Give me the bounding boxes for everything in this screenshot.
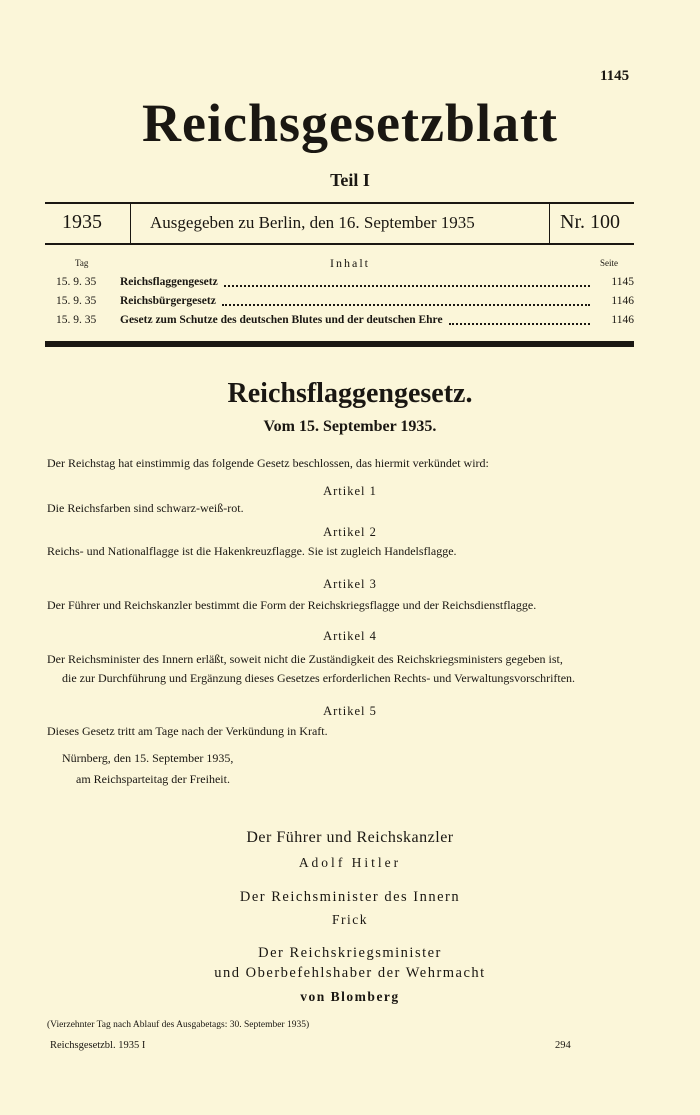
page-number: 1145 [600, 68, 630, 84]
masthead-title: Reichsgesetzblatt [142, 93, 558, 153]
law-date: Vom 15. September 1935. [263, 418, 437, 435]
issue-bar-top-rule [45, 202, 634, 204]
toc-header-title: Inhalt [330, 256, 370, 270]
article-text: Reichs- und Nationalflagge ist die Hakenkreuzflagge. Sie ist zugleich Handelsflagge. [47, 544, 457, 558]
place-date: Nürnberg, den 15. September 1935, [62, 751, 234, 765]
toc-page: 1145 [611, 276, 634, 288]
toc-title: Gesetz zum Schutze des deutschen Blutes und der deutschen Ehre [120, 314, 443, 326]
contents-rule [45, 341, 634, 347]
article-text: die zur Durchführung und Ergänzung dieses Gesetzes erforderlichen Rechts- und Verwaltungsvorschriften. [62, 671, 576, 685]
article-text: Der Reichsminister des Innern erläßt, soweit nicht die Zuständigkeit des Reichskriegsministers gegeben ist, [47, 652, 563, 666]
signature-office: Der Führer und Reichskanzler [246, 829, 454, 846]
toc-page: 1146 [611, 314, 634, 326]
toc-page: 1146 [611, 295, 634, 307]
toc-leader [222, 304, 590, 306]
law-title: Reichsflaggengesetz. [227, 378, 473, 409]
toc-day: 15. 9. 35 [56, 314, 97, 326]
masthead-part: Teil I [330, 170, 370, 190]
toc-day: 15. 9. 35 [56, 276, 97, 288]
signature-name: Frick [332, 912, 368, 927]
article-text: Die Reichsfarben sind schwarz-weiß-rot. [47, 501, 244, 515]
toc-leader [224, 285, 590, 287]
footer-sheet-number: 294 [555, 1040, 571, 1051]
toc-title: Reichsflaggengesetz [120, 276, 218, 288]
issue-date: Ausgegeben zu Berlin, den 16. September 1935 [150, 213, 475, 232]
signature-office: Der Reichsminister des Innern [239, 889, 461, 905]
article-heading: Artikel 5 [323, 704, 377, 718]
toc-row[interactable] [56, 294, 634, 309]
toc-title: Reichsbürgergesetz [120, 295, 216, 307]
toc-day: 15. 9. 35 [56, 295, 97, 307]
signature-name: Adolf Hitler [298, 855, 402, 870]
article-text: Der Führer und Reichskanzler bestimmt die Form der Reichskriegsflagge und der Reichsdienstflagge. [47, 598, 537, 612]
issue-bar-divider [549, 202, 550, 244]
issue-bar-divider [130, 202, 131, 244]
article-heading: Artikel 4 [323, 629, 377, 643]
toc-row[interactable] [56, 275, 634, 290]
article-heading: Artikel 1 [323, 484, 377, 498]
issue-number: Nr. 100 [560, 211, 620, 233]
signature-office: Der Reichskriegsminister [258, 945, 442, 961]
toc-header-day: Tag [75, 258, 89, 268]
article-text: Dieses Gesetz tritt am Tage nach der Verkündung in Kraft. [47, 724, 328, 738]
signature-name: von Blomberg [300, 989, 400, 1004]
footnote: (Vierzehnter Tag nach Ablauf des Ausgabetags: 30. September 1935) [47, 1020, 310, 1030]
preamble: Der Reichstag hat einstimmig das folgende Gesetz beschlossen, das hiermit verkündet wird: [47, 456, 489, 470]
signature-office: und Oberbefehlshaber der Wehrmacht [214, 965, 486, 981]
issue-bar-bottom-rule [45, 243, 634, 245]
footer-citation: Reichsgesetzbl. 1935 I [50, 1040, 146, 1051]
issue-year: 1935 [62, 211, 102, 233]
toc-leader [449, 323, 590, 325]
article-heading: Artikel 3 [323, 577, 377, 591]
toc-row[interactable] [56, 313, 634, 328]
toc-header-page: Seite [600, 258, 618, 268]
occasion: am Reichsparteitag der Freiheit. [76, 772, 230, 786]
article-heading: Artikel 2 [323, 525, 377, 539]
